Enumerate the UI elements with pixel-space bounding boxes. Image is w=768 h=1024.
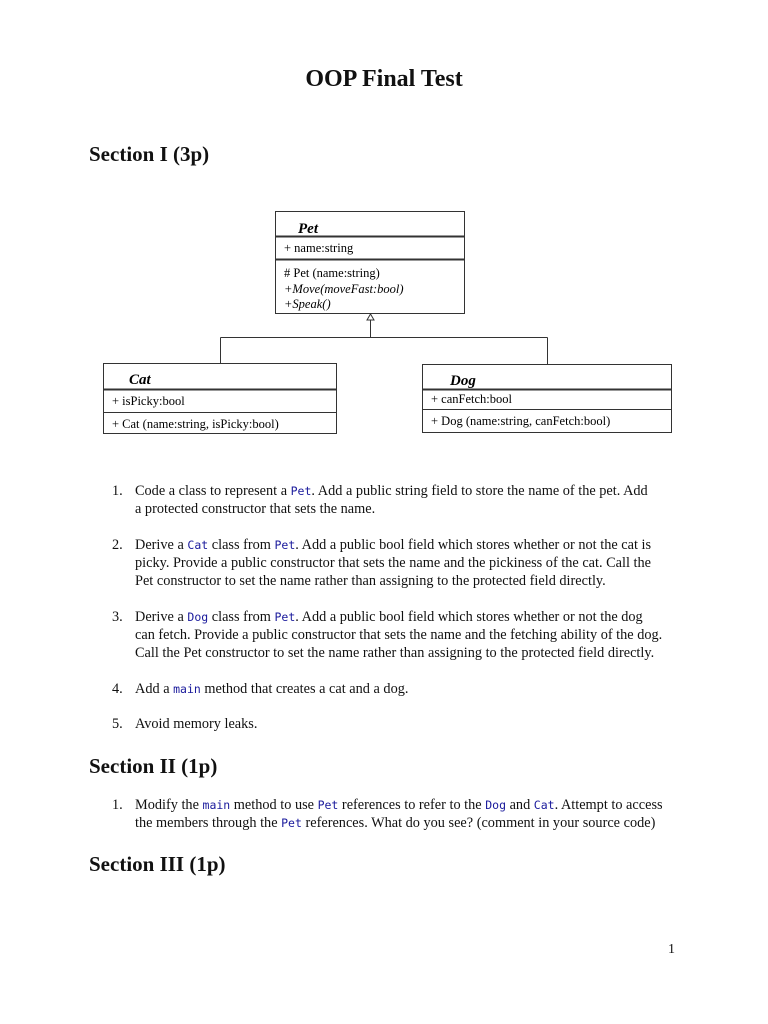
section-2-task-list xyxy=(112,796,687,832)
code-term: main xyxy=(202,798,231,812)
task-text: method to use xyxy=(230,797,318,813)
dog-constructor: + Dog (name:string, canFetch:bool) xyxy=(431,414,611,428)
pet-speak-method: +Speak() xyxy=(284,297,331,311)
task-text: . Add a public bool field which stores whether or not the dog xyxy=(295,609,643,625)
task-text: the members through the xyxy=(135,815,282,831)
task-number: 3. xyxy=(112,609,123,625)
task-number: 4. xyxy=(112,681,123,697)
code-term: Pet xyxy=(281,816,302,830)
uml-class-cat xyxy=(103,364,337,434)
code-term: Pet xyxy=(274,610,296,624)
section-1-heading: Section I (3p) xyxy=(89,142,210,166)
code-term: Pet xyxy=(290,484,312,498)
task-text: a protected constructor that sets the name. xyxy=(135,501,376,517)
task-text: Derive a xyxy=(135,537,188,553)
task-text: can fetch. Provide a public constructor that sets the name and the fetching ability of the dog. xyxy=(135,627,663,643)
code-term: Pet xyxy=(274,538,296,552)
task-text: class from xyxy=(208,537,275,553)
task-text: method that creates a cat and a dog. xyxy=(200,681,409,697)
pet-class-name: Pet xyxy=(298,221,318,237)
task-text: . Attempt to access xyxy=(554,797,663,813)
task-item xyxy=(112,680,687,698)
task-text: picky. Provide a public constructor that sets the name and the pickiness of the cat. Call the xyxy=(135,555,652,571)
document-title: OOP Final Test xyxy=(305,66,463,92)
code-term: Dog xyxy=(485,798,506,812)
code-term: main xyxy=(173,682,201,696)
task-text: and xyxy=(506,797,534,813)
code-term: Dog xyxy=(187,610,209,624)
section-2-heading: Section II (1p) xyxy=(89,754,218,778)
inheritance-connector xyxy=(221,314,548,364)
pet-move-method: +Move(moveFast:bool) xyxy=(284,282,404,296)
task-text: Derive a xyxy=(135,609,188,625)
uml-class-diagram xyxy=(0,0,768,460)
section-1-task-list xyxy=(112,482,687,733)
code-term: Pet xyxy=(317,798,339,812)
task-text: . Add a public bool field which stores whether or not the cat is xyxy=(295,537,652,553)
code-term: Cat xyxy=(533,798,555,812)
task-item xyxy=(112,482,687,518)
task-number: 1. xyxy=(112,483,123,499)
cat-constructor: + Cat (name:string, isPicky:bool) xyxy=(112,417,279,431)
code-term: Cat xyxy=(187,538,209,552)
cat-attribute-ispicky: + isPicky:bool xyxy=(112,394,185,408)
task-item xyxy=(112,796,687,832)
task-text: references to refer to the xyxy=(338,797,486,813)
task-item xyxy=(112,536,687,590)
task-number: 1. xyxy=(112,797,123,813)
task-number: 5. xyxy=(112,716,123,732)
task-number: 2. xyxy=(112,537,123,553)
task-text: Avoid memory leaks. xyxy=(135,716,258,732)
task-text: . Add a public string field to store the name of the pet. Add xyxy=(311,483,648,499)
cat-class-name: Cat xyxy=(129,372,151,388)
task-text: class from xyxy=(208,609,275,625)
pet-attribute-name: + name:string xyxy=(284,241,354,255)
task-text: Call the Pet constructor to set the name rather than assigning to the protected field directly. xyxy=(135,645,655,661)
dog-attribute-canfetch: + canFetch:bool xyxy=(431,392,512,406)
page-number: 1 xyxy=(668,942,675,957)
uml-class-dog xyxy=(422,365,672,433)
dog-class-name: Dog xyxy=(450,373,476,389)
task-item xyxy=(112,715,687,733)
section-3-heading: Section III (1p) xyxy=(89,852,226,876)
task-text: references. What do you see? (comment in your source code) xyxy=(301,815,656,831)
task-text: Add a xyxy=(135,681,174,697)
task-text: Modify the xyxy=(135,797,203,813)
uml-class-pet xyxy=(275,212,465,314)
pet-constructor: # Pet (name:string) xyxy=(284,266,380,280)
task-item xyxy=(112,608,687,662)
task-text: Code a class to represent a xyxy=(135,483,291,499)
task-text: Pet constructor to set the name rather than assigning to the protected field directly. xyxy=(135,573,606,589)
